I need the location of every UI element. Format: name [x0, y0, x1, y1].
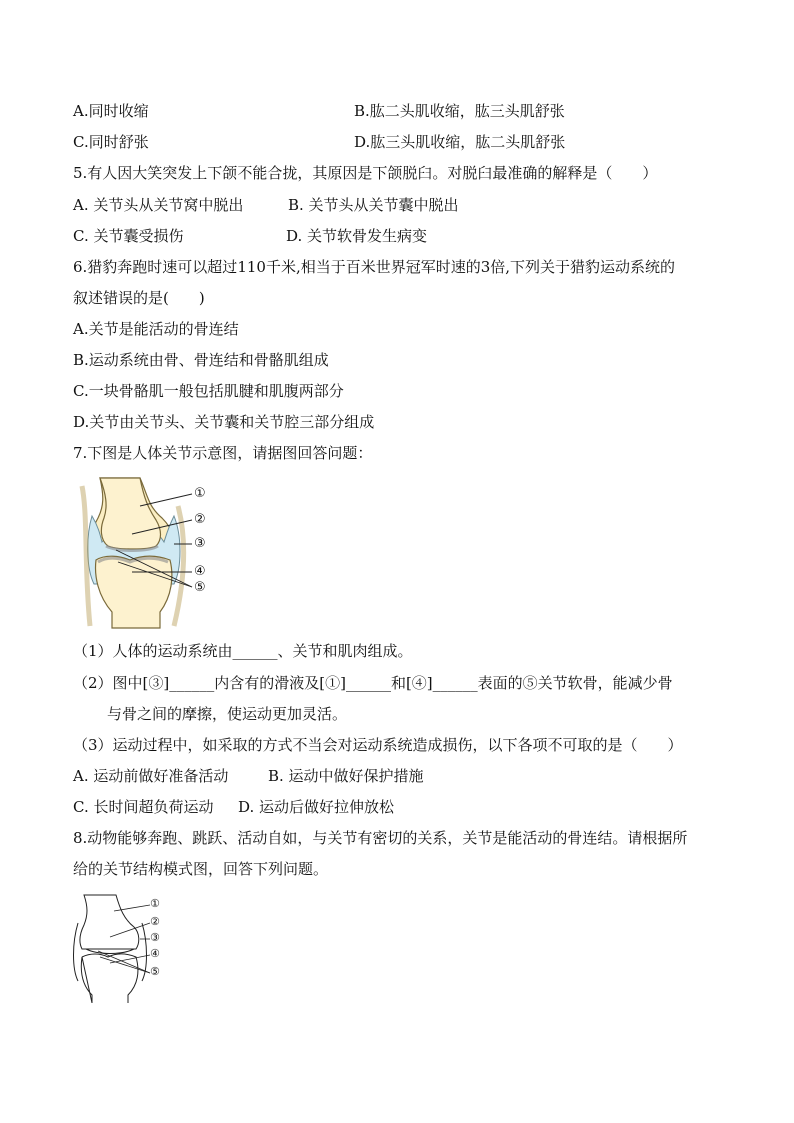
q7-sub3: （3）运动过程中，如采取的方式不当会对运动系统造成损伤，以下各项不可取的是（ ）	[73, 736, 683, 754]
fig2-label-5: ⑤	[150, 965, 160, 978]
q5-option-a: A. 关节头从关节窝中脱出	[73, 196, 244, 214]
q4-option-b: B.肱二头肌收缩，肱三头肌舒张	[354, 102, 565, 120]
q8-stem-line1: 8.动物能够奔跑、跳跃、活动自如，与关节有密切的关系，关节是能活动的骨连结。请根据所	[73, 829, 688, 847]
q7-sub2-line1: （2）图中[③]______内含有的滑液及[①]______和[④]______表面的⑤关节软骨，能减少骨	[73, 674, 673, 692]
fig2-label-4: ④	[150, 947, 160, 960]
joint-diagram-lineart	[70, 893, 170, 1003]
q7-stem: 7.下图是人体关节示意图，请据图回答问题：	[73, 444, 373, 462]
q7-option-a: A. 运动前做好准备活动	[73, 767, 229, 785]
q4-option-a: A.同时收缩	[73, 102, 149, 120]
q6-option-b: B.运动系统由骨、骨连结和骨骼肌组成	[73, 351, 329, 369]
fig2-label-1: ①	[150, 897, 160, 910]
fig2-label-3: ③	[150, 931, 160, 944]
q5-option-c: C. 关节囊受损伤	[73, 227, 184, 245]
q7-sub2-line2: 与骨之间的摩擦，使运动更加灵活。	[107, 705, 348, 723]
q7-option-d: D. 运动后做好拉伸放松	[238, 798, 395, 816]
q6-option-a: A.关节是能活动的骨连结	[73, 320, 239, 338]
fig1-label-2: ②	[194, 512, 206, 527]
joint-diagram-colored	[78, 476, 218, 630]
fig1-label-4: ④	[194, 564, 206, 579]
fig1-label-3: ③	[194, 536, 206, 551]
q6-option-d: D.关节由关节头、关节囊和关节腔三部分组成	[73, 413, 375, 431]
fig2-label-2: ②	[150, 915, 160, 928]
q7-option-b: B. 运动中做好保护措施	[268, 767, 424, 785]
q6-option-c: C.一块骨骼肌一般包括肌腱和肌腹两部分	[73, 382, 344, 400]
q6-stem-line2: 叙述错误的是( )	[73, 289, 205, 307]
q4-option-d: D.肱三头肌收缩，肱二头肌舒张	[354, 133, 566, 151]
fig1-label-1: ①	[194, 486, 206, 501]
fig1-label-5: ⑤	[194, 580, 206, 595]
q7-sub1: （1）人体的运动系统由______、关节和肌肉组成。	[73, 642, 413, 660]
q5-option-b: B. 关节头从关节囊中脱出	[288, 196, 459, 214]
q5-option-d: D. 关节软骨发生病变	[286, 227, 428, 245]
q4-option-c: C.同时舒张	[73, 133, 149, 151]
q7-option-c: C. 长时间超负荷运动	[73, 798, 214, 816]
q8-stem-line2: 给的关节结构模式图，回答下列问题。	[73, 860, 329, 878]
q5-stem: 5.有人因大笑突发上下颌不能合拢，其原因是下颌脱臼。对脱臼最准确的解释是（ ）	[73, 164, 658, 182]
q6-stem-line1: 6.猎豹奔跑时速可以超过110千米,相当于百米世界冠军时速的3倍,下列关于猎豹运动系统的	[73, 258, 676, 276]
